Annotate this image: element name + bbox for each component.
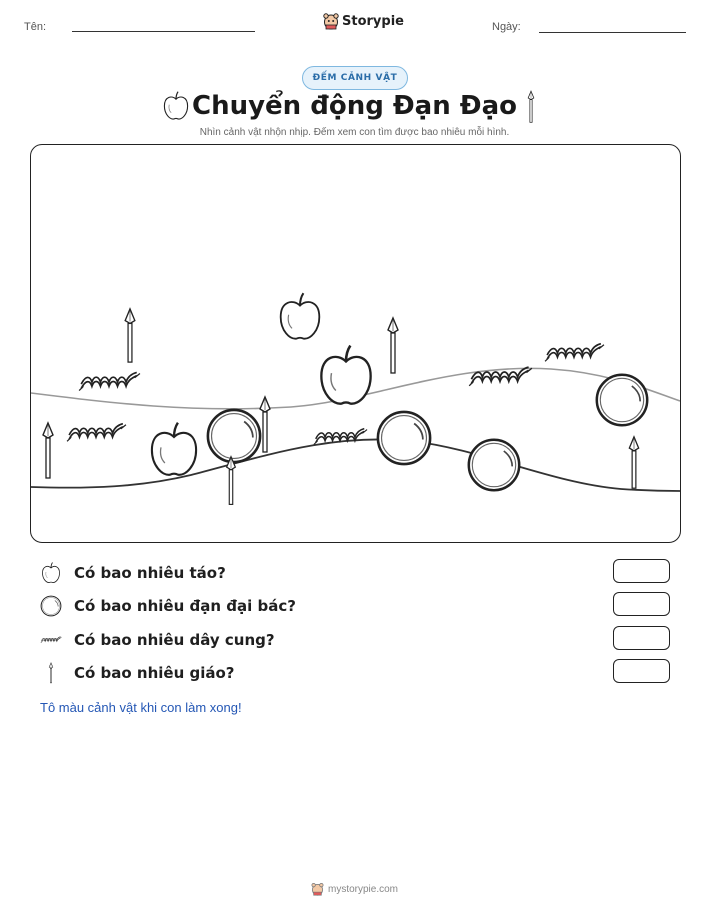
date-field-line[interactable] xyxy=(539,32,686,33)
storypie-mascot-icon xyxy=(323,12,339,30)
apple-icon xyxy=(40,562,62,584)
site-url[interactable]: mystorypie.com xyxy=(327,883,398,895)
instructions: Nhìn cảnh vật nhộn nhịp. Đếm xem con tìm được bao nhiêu mỗi hình. xyxy=(199,127,510,138)
rope xyxy=(77,367,141,397)
question-text: Có bao nhiêu giáo? xyxy=(74,664,235,682)
spear xyxy=(257,391,273,459)
spear-icon xyxy=(40,662,62,684)
answer-box-ropes[interactable] xyxy=(613,626,670,650)
spear xyxy=(626,435,642,491)
answer-box-spears[interactable] xyxy=(613,659,670,683)
rope xyxy=(65,417,127,449)
counting-scene xyxy=(30,144,681,543)
cannonball xyxy=(375,409,433,467)
rope xyxy=(312,422,368,452)
answer-box-apples[interactable] xyxy=(613,559,670,583)
name-field-line[interactable] xyxy=(72,31,255,32)
category-badge: ĐẾM CẢNH VẬT xyxy=(302,66,408,90)
cannonball-icon xyxy=(40,595,62,617)
rope-icon xyxy=(40,629,62,651)
spear xyxy=(385,315,401,377)
question-ropes xyxy=(40,627,275,653)
title-spear-icon xyxy=(524,90,538,124)
footer-site xyxy=(0,882,709,896)
cannonball xyxy=(594,372,650,428)
coloring-note: Tô màu cảnh vật khi con làm xong! xyxy=(40,700,242,715)
answer-box-cannonballs[interactable] xyxy=(613,592,670,616)
brand-logo xyxy=(323,12,404,30)
storypie-mascot-icon xyxy=(311,882,324,896)
question-text: Có bao nhiêu táo? xyxy=(74,564,226,582)
question-spears xyxy=(40,660,235,686)
spear xyxy=(223,455,239,507)
cannonball xyxy=(466,437,522,493)
question-text: Có bao nhiêu đạn đại bác? xyxy=(74,597,296,615)
apple xyxy=(317,344,375,408)
rope xyxy=(543,337,605,369)
apple xyxy=(277,292,323,342)
spear xyxy=(122,307,138,365)
date-label: Ngày: xyxy=(492,21,521,33)
question-apples xyxy=(40,560,226,586)
spear xyxy=(40,421,56,481)
page-title: Chuyển động Đạn Đạo xyxy=(192,91,517,121)
apple xyxy=(148,421,200,479)
brand-name: Storypie xyxy=(342,13,404,29)
name-label: Tên: xyxy=(24,21,47,33)
rope xyxy=(467,361,533,393)
question-cannonballs xyxy=(40,593,296,619)
question-text: Có bao nhiêu dây cung? xyxy=(74,631,275,649)
